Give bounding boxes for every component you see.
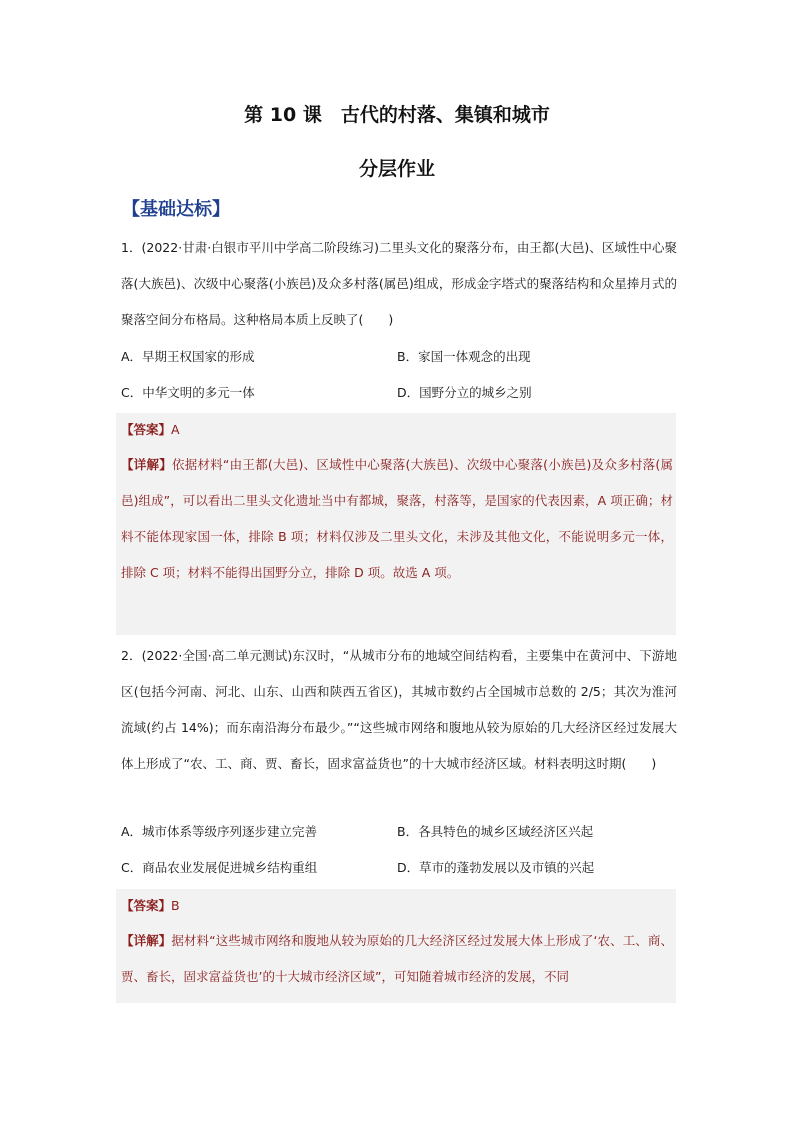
question-2-option-a: A．城市体系等级序列逐步建立完善 [121, 824, 318, 839]
section-heading: 【基础达标】 [122, 199, 230, 220]
question-2-options-row-1 [121, 820, 677, 844]
question-1-answer [121, 418, 180, 442]
answer-tag: 【答案】 [121, 422, 172, 437]
question-2-detail [121, 923, 673, 995]
detail-tag: 【详解】 [121, 933, 172, 948]
question-2-option-b: B．各具特色的城乡区域经济区兴起 [397, 824, 594, 839]
question-1-option-c: C．中华文明的多元一体 [121, 385, 255, 400]
detail-text: 据材料“这些城市网络和腹地从较为原始的几大经济区经过发展大体上形成了‘农、工、商、贾、畜长，固求富益货也’的十大城市经济区域”，可知随着城市经济的发展，不同 [121, 933, 673, 984]
question-2-stem: 2．(2022·全国·高二单元测试)东汉时，“从城市分布的地域空间结构看，主要集中在黄河中、下游地区(包括今河南、河北、山东、山西和陕西五省区)，其城市数约占全国城市总数的 2/5；其次为淮河流域(约占 14%)；而东南沿海分布最少。”“这些城市网络和腹地从较为原始的几大经济区经过发展大体上形成了“农、工、商、贾、畜长，固求富益货也”的十大城市经济区域。材料表明这时期( ) [121, 648, 677, 771]
detail-text: 依据材料“由王都(大邑)、区域性中心聚落(大族邑)、次级中心聚落(小族邑)及众多村落(属邑)组成”，可以看出二里头文化遗址当中有都城，聚落，村落等，是国家的代表因素，A 项正确；材料不能体现家国一体，排除 B 项；材料仅涉及二里头文化，未涉及其他文化，不能说明多元一体，排除 C 项；材料不能得出国野分立，排除 D 项。故选 A 项。 [121, 457, 673, 580]
question-1-option-b: B．家国一体观念的出现 [397, 349, 531, 364]
question-2-option-c: C．商品农业发展促进城乡结构重组 [121, 860, 318, 875]
question-2-answer-box [116, 889, 676, 1003]
question-1-options-row-2 [121, 381, 677, 405]
answer-value: B [171, 898, 180, 913]
question-1-answer-box [116, 413, 676, 635]
detail-tag: 【详解】 [121, 457, 172, 472]
page-title: 第 10 课 古代的村落、集镇和城市 [244, 104, 550, 126]
question-1-stem: 1．(2022·甘肃·白银市平川中学高二阶段练习)二里头文化的聚落分布，由王都(大邑)、区域性中心聚落(大族邑)、次级中心聚落(小族邑)及众多村落(属邑)组成，形成金字塔式的聚落结构和众星捧月式的聚落空间分布格局。这种格局本质上反映了( ) [121, 240, 677, 327]
question-1-option-d: D．国野分立的城乡之别 [397, 385, 532, 400]
question-2-answer [121, 894, 180, 918]
question-1-option-a: A．早期王权国家的形成 [121, 349, 255, 364]
question-1-options-row-1 [121, 345, 677, 369]
question-1-detail [121, 447, 673, 591]
answer-value: A [171, 422, 180, 437]
page-subtitle: 分层作业 [358, 158, 435, 180]
question-2-option-d: D．草市的蓬勃发展以及市镇的兴起 [397, 860, 595, 875]
question-2-options-row-2 [121, 856, 677, 880]
answer-tag: 【答案】 [121, 898, 172, 913]
